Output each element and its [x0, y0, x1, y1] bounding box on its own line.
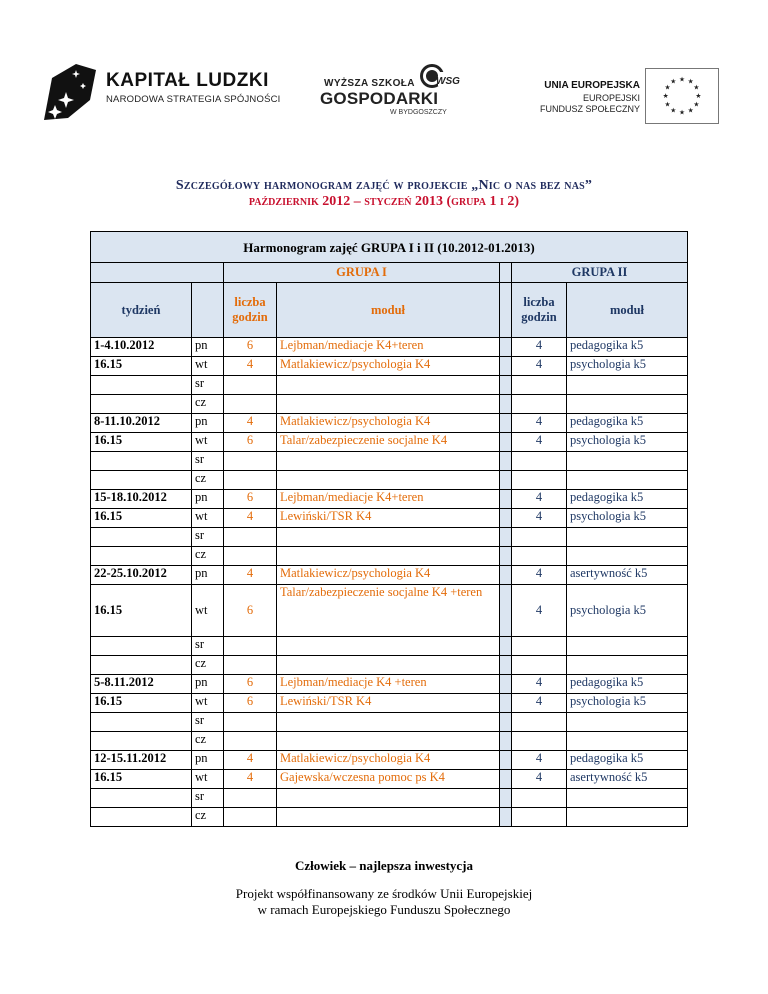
week-cell: [91, 789, 192, 808]
table-row: [91, 433, 688, 452]
spacer-cell: [500, 675, 512, 694]
spacer-cell: [500, 656, 512, 675]
group1-module: Matlakiewicz/psychologia K4: [277, 357, 500, 376]
group2-hours: 4: [512, 566, 567, 585]
group2-module: psychologia k5: [567, 585, 688, 637]
week-cell: [91, 395, 192, 414]
table-caption: Harmonogram zajęć GRUPA I i II (10.2012-01.2013): [91, 232, 688, 263]
efs-line2: EUROPEJSKI: [582, 93, 640, 103]
group2-hours: [512, 528, 567, 547]
group1-module: Lejbman/mediacje K4+teren: [277, 490, 500, 509]
table-row: [91, 414, 688, 433]
group1-hours: 4: [224, 509, 277, 528]
footer-slogan: Człowiek – najlepsza inwestycja: [294, 858, 473, 873]
week-time: 16.15: [91, 585, 192, 637]
group2-module: [567, 713, 688, 732]
table-caption-row: [91, 232, 688, 263]
group2-module: [567, 471, 688, 490]
day-label: wt: [192, 357, 224, 376]
footer-line2: w ramach Europejskiego Funduszu Społecznego: [257, 902, 511, 917]
svg-text:★: ★: [695, 91, 702, 100]
svg-text:★: ★: [678, 108, 686, 117]
day-label: wt: [192, 509, 224, 528]
group1-module: [277, 656, 500, 675]
day-label: sr: [192, 452, 224, 471]
group2-hours: [512, 732, 567, 751]
group2-module: psychologia k5: [567, 433, 688, 452]
subtitle-part: 2): [507, 194, 520, 209]
schedule-table-wrapper: [90, 231, 687, 827]
week-dates: 15-18.10.2012: [91, 490, 192, 509]
group2-hours: 4: [512, 433, 567, 452]
logo-header: [0, 58, 768, 128]
day-label: cz: [192, 656, 224, 675]
group1-module: Lejbman/mediacje K4+teren: [277, 338, 500, 357]
table-row: [91, 770, 688, 789]
table-row: [91, 395, 688, 414]
group2-module: [567, 452, 688, 471]
day-label: sr: [192, 637, 224, 656]
group2-hours: 4: [512, 751, 567, 770]
group1-module: Talar/zabezpieczenie socjalne K4 +teren: [277, 585, 500, 637]
table-row: [91, 566, 688, 585]
group2-hours: 4: [512, 770, 567, 789]
spacer-cell: [500, 547, 512, 566]
svg-text:★: ★: [662, 91, 669, 100]
group1-module: Gajewska/wczesna pomoc ps K4: [277, 770, 500, 789]
day-label: pn: [192, 751, 224, 770]
group2-hours: [512, 713, 567, 732]
eu-flag-icon: [645, 68, 719, 124]
week-time: 16.15: [91, 770, 192, 789]
spacer-cell: [500, 490, 512, 509]
table-row: [91, 585, 688, 637]
group2-module: [567, 395, 688, 414]
wsg-line2: GOSPODARKI: [320, 89, 439, 108]
week-time: 16.15: [91, 694, 192, 713]
subtitle-part: 1: [489, 194, 497, 209]
kapital-ludzki-title: KAPITAŁ LUDZKI: [106, 70, 269, 91]
subtitle-part: 2012: [322, 194, 351, 209]
group1-hours: [224, 452, 277, 471]
group2-module: [567, 637, 688, 656]
table-row: [91, 471, 688, 490]
group2-module: pedagogika k5: [567, 338, 688, 357]
kapital-ludzki-subtitle: NARODOWA STRATEGIA SPÓJNOŚCI: [106, 94, 281, 105]
document-subtitle: [0, 194, 768, 210]
group1-module: Lejbman/mediacje K4 +teren: [277, 675, 500, 694]
day-label: wt: [192, 433, 224, 452]
group2-module: [567, 376, 688, 395]
subtitle-part: październik: [248, 194, 323, 209]
group1-hours: 4: [224, 566, 277, 585]
group2-hours: 4: [512, 414, 567, 433]
day-label: pn: [192, 490, 224, 509]
spacer-cell: [500, 789, 512, 808]
footer-cofinancing: [0, 886, 768, 918]
day-label: wt: [192, 694, 224, 713]
group1-hours: 6: [224, 338, 277, 357]
week-cell: [91, 376, 192, 395]
table-row: [91, 751, 688, 770]
table-row: [91, 808, 688, 827]
group1-module: Matlakiewicz/psychologia K4: [277, 566, 500, 585]
group1-hours: 6: [224, 433, 277, 452]
week-dates: 1-4.10.2012: [91, 338, 192, 357]
group1-module: [277, 637, 500, 656]
group1-module: [277, 732, 500, 751]
group1-module: [277, 528, 500, 547]
group2-module: psychologia k5: [567, 357, 688, 376]
kapital-ludzki-text: [106, 70, 281, 105]
group1-hours: [224, 528, 277, 547]
table-row: [91, 789, 688, 808]
group1-hours: 4: [224, 414, 277, 433]
day-label: sr: [192, 789, 224, 808]
efs-text: [520, 80, 640, 114]
week-cell: [91, 637, 192, 656]
group2-hours: [512, 808, 567, 827]
week-cell: [91, 528, 192, 547]
week-dates: 12-15.11.2012: [91, 751, 192, 770]
spacer-cell: [500, 376, 512, 395]
group1-header: GRUPA I: [224, 263, 500, 283]
group2-module: asertywność k5: [567, 770, 688, 789]
group1-hours: [224, 808, 277, 827]
group2-hours: [512, 452, 567, 471]
footer-line1: Projekt współfinansowany ze środków Unii Europejskiej: [235, 886, 533, 901]
week-dates: 5-8.11.2012: [91, 675, 192, 694]
group2-module: psychologia k5: [567, 509, 688, 528]
empty-cell: [192, 283, 224, 338]
spacer-cell: [500, 585, 512, 637]
group2-hours: [512, 656, 567, 675]
group2-hours: 4: [512, 694, 567, 713]
week-cell: [91, 713, 192, 732]
group1-hours: 6: [224, 694, 277, 713]
group2-module: psychologia k5: [567, 694, 688, 713]
table-row: [91, 528, 688, 547]
group1-hours: [224, 547, 277, 566]
group1-module: [277, 471, 500, 490]
day-label: cz: [192, 732, 224, 751]
svg-text:★: ★: [664, 83, 671, 92]
table-row: [91, 338, 688, 357]
group1-hours: [224, 732, 277, 751]
group1-module: [277, 808, 500, 827]
svg-text:★: ★: [687, 77, 694, 86]
subtitle-part: i: [496, 194, 508, 209]
table-row: [91, 357, 688, 376]
group2-module: asertywność k5: [567, 566, 688, 585]
week-cell: [91, 732, 192, 751]
group1-module: [277, 376, 500, 395]
day-label: cz: [192, 808, 224, 827]
group1-hours: [224, 395, 277, 414]
group1-hours: 6: [224, 675, 277, 694]
spacer-cell: [500, 694, 512, 713]
group2-header: GRUPA II: [512, 263, 688, 283]
group2-hours: [512, 376, 567, 395]
week-cell: [91, 452, 192, 471]
spacer-cell: [500, 283, 512, 338]
day-label: wt: [192, 770, 224, 789]
group2-hours: 4: [512, 490, 567, 509]
table-row: [91, 376, 688, 395]
group2-module: pedagogika k5: [567, 675, 688, 694]
spacer-cell: [500, 528, 512, 547]
wsg-badge-text: WSG: [436, 76, 460, 87]
table-row: [91, 732, 688, 751]
group1-module: [277, 789, 500, 808]
svg-text:★: ★: [687, 106, 694, 115]
group2-hours: [512, 471, 567, 490]
table-row: [91, 694, 688, 713]
group1-module: Talar/zabezpieczenie socjalne K4: [277, 433, 500, 452]
spacer-cell: [500, 414, 512, 433]
svg-text:★: ★: [664, 100, 671, 109]
group2-hours: 4: [512, 585, 567, 637]
group1-module: Matlakiewicz/psychologia K4: [277, 414, 500, 433]
day-label: cz: [192, 471, 224, 490]
group2-hours: [512, 547, 567, 566]
group1-hours: [224, 376, 277, 395]
group1-module: [277, 547, 500, 566]
col-week-header: tydzień: [91, 283, 192, 338]
subtitle-part: (grupa: [443, 194, 490, 209]
table-row: [91, 675, 688, 694]
table-row: [91, 637, 688, 656]
group1-module: [277, 452, 500, 471]
spacer-cell: [500, 452, 512, 471]
col-module2-header: moduł: [567, 283, 688, 338]
svg-text:★: ★: [693, 83, 700, 92]
week-cell: [91, 547, 192, 566]
group2-module: pedagogika k5: [567, 414, 688, 433]
spacer-cell: [500, 263, 512, 283]
spacer-cell: [500, 713, 512, 732]
week-time: 16.15: [91, 509, 192, 528]
subtitle-part: – styczeń: [350, 194, 415, 209]
group1-hours: 4: [224, 751, 277, 770]
table-row: [91, 713, 688, 732]
spacer-cell: [500, 637, 512, 656]
col-module1-header: moduł: [277, 283, 500, 338]
day-label: cz: [192, 547, 224, 566]
wsg-logo: [318, 62, 468, 122]
spacer-cell: [500, 433, 512, 452]
group2-hours: [512, 789, 567, 808]
spacer-cell: [500, 395, 512, 414]
week-cell: [91, 656, 192, 675]
group1-hours: 6: [224, 490, 277, 509]
group2-module: pedagogika k5: [567, 490, 688, 509]
day-label: pn: [192, 338, 224, 357]
group2-module: [567, 656, 688, 675]
group2-module: [567, 547, 688, 566]
group2-hours: 4: [512, 357, 567, 376]
group2-module: pedagogika k5: [567, 751, 688, 770]
table-row: [91, 656, 688, 675]
week-cell: [91, 471, 192, 490]
group-header-row: [91, 263, 688, 283]
day-label: pn: [192, 675, 224, 694]
group2-module: [567, 789, 688, 808]
group1-hours: [224, 789, 277, 808]
wsg-line1: WYŻSZA SZKOŁA: [324, 78, 415, 89]
group1-hours: [224, 656, 277, 675]
group2-module: [567, 528, 688, 547]
day-label: sr: [192, 376, 224, 395]
day-label: pn: [192, 414, 224, 433]
col-hours1-header: liczba godzin: [224, 283, 277, 338]
week-dates: 22-25.10.2012: [91, 566, 192, 585]
subtitle-part: 2013: [415, 194, 443, 209]
svg-text:★: ★: [670, 106, 677, 115]
wsg-line3: W BYDGOSZCZY: [390, 109, 447, 116]
group2-hours: [512, 637, 567, 656]
group2-module: [567, 732, 688, 751]
col-hours2-header: liczba godzin: [512, 283, 567, 338]
day-label: sr: [192, 528, 224, 547]
efs-line1: UNIA EUROPEJSKA: [544, 80, 640, 91]
svg-text:★: ★: [678, 75, 686, 84]
group1-hours: [224, 637, 277, 656]
group2-hours: 4: [512, 675, 567, 694]
efs-line3: FUNDUSZ SPOŁECZNY: [539, 104, 640, 114]
spacer-cell: [500, 808, 512, 827]
day-label: cz: [192, 395, 224, 414]
group1-module: Matlakiewicz/psychologia K4: [277, 751, 500, 770]
empty-cell: [91, 263, 224, 283]
spacer-cell: [500, 566, 512, 585]
week-time: 16.15: [91, 433, 192, 452]
group1-hours: 4: [224, 770, 277, 789]
day-label: pn: [192, 566, 224, 585]
table-row: [91, 452, 688, 471]
week-time: 16.15: [91, 357, 192, 376]
group1-module: Lewiński/TSR K4: [277, 509, 500, 528]
group2-hours: [512, 395, 567, 414]
week-cell: [91, 808, 192, 827]
spacer-cell: [500, 338, 512, 357]
spacer-cell: [500, 751, 512, 770]
group1-module: [277, 395, 500, 414]
group2-hours: 4: [512, 338, 567, 357]
group2-hours: 4: [512, 509, 567, 528]
group1-module: Lewiński/TSR K4: [277, 694, 500, 713]
week-dates: 8-11.10.2012: [91, 414, 192, 433]
day-label: sr: [192, 713, 224, 732]
spacer-cell: [500, 357, 512, 376]
spacer-cell: [500, 770, 512, 789]
group1-hours: [224, 713, 277, 732]
table-row: [91, 547, 688, 566]
spacer-cell: [500, 471, 512, 490]
group1-hours: 4: [224, 357, 277, 376]
table-row: [91, 509, 688, 528]
schedule-table: [90, 231, 688, 827]
day-label: wt: [192, 585, 224, 637]
group2-module: [567, 808, 688, 827]
group1-module: [277, 713, 500, 732]
column-header-row: [91, 283, 688, 338]
spacer-cell: [500, 732, 512, 751]
svg-text:★: ★: [670, 77, 677, 86]
document-title: Szczegółowy harmonogram zajęć w projekcie „Nic o nas bez nas”: [175, 178, 593, 193]
group1-hours: 6: [224, 585, 277, 637]
kapital-ludzki-logo-icon: [38, 60, 102, 124]
svg-text:★: ★: [693, 100, 700, 109]
group1-hours: [224, 471, 277, 490]
table-row: [91, 490, 688, 509]
spacer-cell: [500, 509, 512, 528]
